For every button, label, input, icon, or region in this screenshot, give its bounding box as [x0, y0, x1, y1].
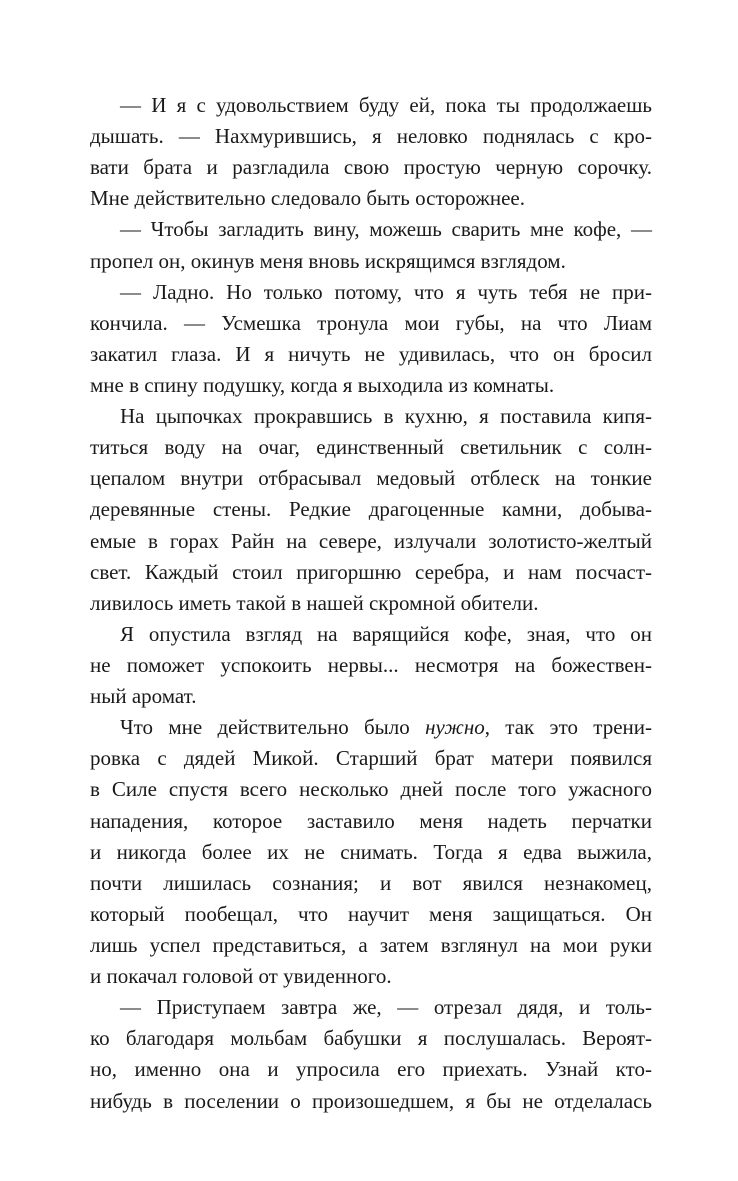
text-line: — И я с удовольствием буду ей, пока ты продолжаешь: [120, 93, 652, 117]
text-line: дышать. — Нахмурившись, я неловко поднялась с кро-: [90, 124, 652, 149]
text-line: ровка с дядей Микой. Старший брат матери появился: [90, 746, 652, 771]
text-line: деревянные стены. Редкие драгоценные камни, добыва-: [90, 497, 652, 522]
text-line: мне в спину подушку, когда я выходила из комнаты.: [90, 372, 555, 397]
text-line: — Чтобы загладить вину, можешь сварить мне кофе, —: [120, 217, 652, 242]
book-page: [90, 90, 652, 1117]
text-line: Я опустила взгляд на варящийся кофе, зная, что он: [120, 621, 652, 646]
text-line: который пообещал, что научит меня защищаться. Он: [90, 901, 652, 926]
text-line: — Ладно. Но только потому, что я чуть тебя не при-: [120, 279, 652, 304]
text-line: нападения, которое заставило меня надеть перчатки: [90, 808, 652, 833]
text-segment: Что мне действительно было: [120, 715, 426, 740]
text-line: пропел он, окинув меня вновь искрящимся взглядом.: [90, 248, 566, 273]
text-line: и покачал головой от увиденного.: [90, 964, 392, 989]
text-line: не поможет успокоить нервы... несмотря на божествен-: [90, 652, 652, 677]
text-line: — Приступаем завтра же, — отрезал дядя, и толь-: [120, 995, 652, 1020]
text-segment: , так это трени-: [484, 715, 652, 740]
text-line: емые в горах Райн на севере, излучали золотисто-желтый: [90, 528, 652, 553]
text-line: вати брата и разгладила свою простую черную сорочку.: [90, 155, 652, 180]
text-line: свет. Каждый стоил пригоршню серебра, и нам посчаст-: [90, 559, 652, 584]
text-line: ливилось иметь такой в нашей скромной обители.: [90, 590, 539, 615]
text-line: На цыпочках прокравшись в кухню, я поставила кипя-: [120, 404, 652, 429]
emphasis-word: нужно: [425, 715, 485, 740]
text-line: кончила. — Усмешка тронула мои губы, на что Лиам: [90, 310, 652, 335]
text-line: в Силе спустя всего несколько дней после того ужасного: [90, 777, 652, 802]
text-line: цепалом внутри отбрасывал медовый отблеск на тонкие: [90, 466, 652, 491]
text-line: лишь успел представиться, а затем взглянул на мои руки: [90, 932, 652, 957]
text-line: ко благодаря мольбам бабушки я послушалась. Вероят-: [90, 1026, 652, 1051]
text-line: но, именно она и упросила его приехать. Узнай кто-: [90, 1057, 652, 1082]
text-line: титься воду на очаг, единственный светильник с солн-: [90, 435, 652, 460]
text-line: и никогда более их не снимать. Тогда я едва выжила,: [90, 839, 652, 864]
text-line: нибудь в поселении о произошедшем, я бы не отделалась: [90, 1088, 652, 1113]
text-line: [90, 712, 652, 743]
text-line: почти лишилась сознания; и вот явился незнакомец,: [90, 870, 652, 895]
text-line: ный аромат.: [90, 684, 197, 709]
text-line: закатил глаза. И я ничуть не удивилась, что он бросил: [90, 341, 652, 366]
text-line: Мне действительно следовало быть осторожнее.: [90, 186, 525, 211]
